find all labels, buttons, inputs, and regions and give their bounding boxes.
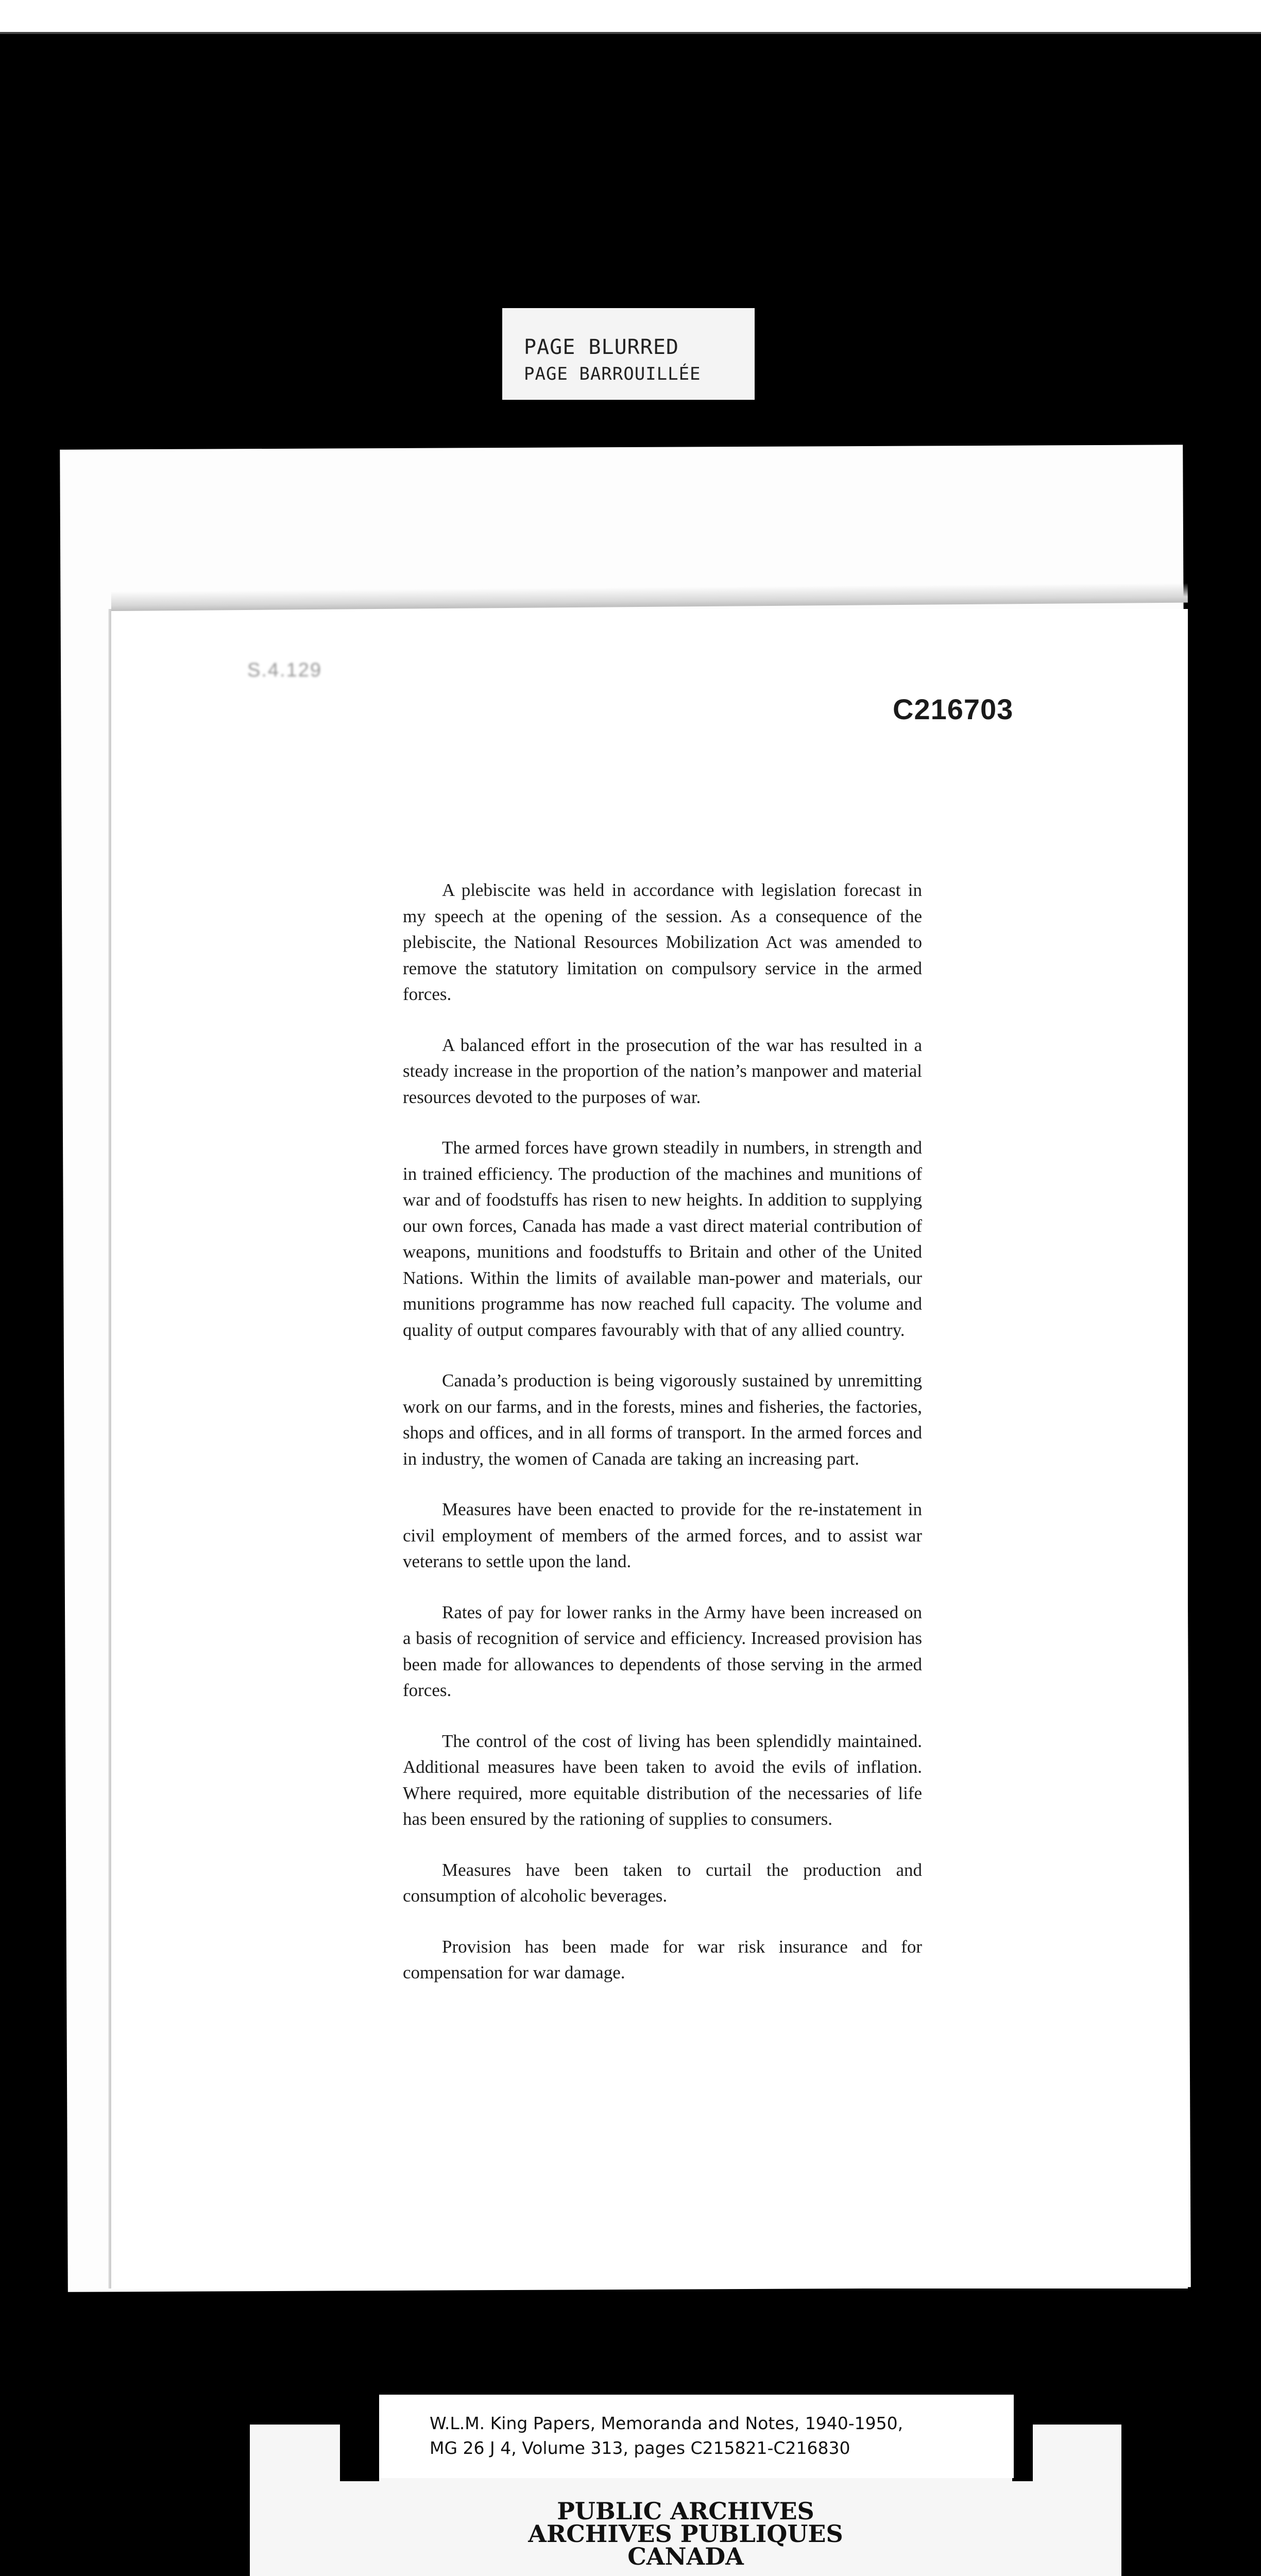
- document-body: [403, 877, 922, 2011]
- faint-reference-mark: S.4.129: [247, 659, 322, 681]
- paragraph-reinstatement: Measures have been enacted to provide for the re-instatement in civil employment of members of the armed forces, and to assist war veterans to settle upon the land.: [403, 1499, 922, 1571]
- paragraph-plebiscite: A plebiscite was held in accordance with legislation forecast in my speech at the opening of the session. As a consequence of the plebiscite, the National Resources Mobilization Act was amended to remove the statutory limitation on compulsory service in the armed forces.: [403, 880, 922, 1004]
- paragraph-war-risk-insurance: Provision has been made for war risk insurance and for compensation for war damage.: [403, 1936, 922, 1982]
- archive-citation-label: [379, 2395, 1014, 2478]
- archives-line-french: ARCHIVES PUBLIQUES: [528, 2520, 843, 2548]
- stamp-line-english: PAGE BLURRED: [524, 335, 679, 359]
- paragraph-production: Canada’s production is being vigorously sustained by unremitting work on our farms, and in the forests, mines and fisheries, the factories, shops and offices, and in all forms of transport. In the armed forces and in industry, the women of Canada are taking an increasing part.: [403, 1370, 922, 1469]
- citation-line-1: W.L.M. King Papers, Memoranda and Notes, 1940-1950,: [430, 2413, 904, 2433]
- paragraph-armed-forces: The armed forces have grown steadily in numbers, in strength and in trained efficiency. The production of the machines and munitions of war and of foodstuffs has risen to new heights. In addition to supplying our own forces, Canada has made a vast direct material contribution of weapons, munitions and foodstuffs to Britain and other of the United Nations. Within the limits of available man-power and materials, our munitions programme has now reached full capacity. The volume and quality of output compares favourably with that of any allied country.: [403, 1138, 922, 1340]
- page-blurred-stamp: [502, 308, 755, 400]
- paragraph-rates-of-pay: Rates of pay for lower ranks in the Army have been increased on a basis of recognition of service and efficiency. Increased provision has been made for allowances to dependents of those serving in the armed forces.: [403, 1602, 922, 1700]
- band-notch-left: [340, 2425, 379, 2481]
- paragraph-balanced-effort: A balanced effort in the prosecution of the war has resulted in a steady increase in the proportion of the nation’s manpower and material resources devoted to the purposes of war.: [403, 1035, 922, 1107]
- stamp-line-french: PAGE BARROUILLÉE: [524, 364, 701, 384]
- document-number: C216703: [893, 693, 1014, 725]
- paragraph-cost-of-living: The control of the cost of living has been splendidly maintained. Additional measures have been taken to avoid the evils of inflation. Where required, more equitable distribution of the necessaries of life has been ensured by the rationing of supplies to consumers.: [403, 1731, 922, 1829]
- band-notch-right: [1012, 2425, 1033, 2481]
- citation-line-2: MG 26 J 4, Volume 313, pages C215821-C216830: [430, 2438, 850, 2458]
- top-margin-strip: [0, 0, 1261, 34]
- archives-line-canada: CANADA: [627, 2543, 744, 2570]
- archives-stamp: [250, 2497, 1121, 2570]
- archives-line-english: PUBLIC ARCHIVES: [557, 2497, 814, 2525]
- paragraph-alcoholic-beverages: Measures have been taken to curtail the production and consumption of alcoholic beverages.: [403, 1859, 922, 1906]
